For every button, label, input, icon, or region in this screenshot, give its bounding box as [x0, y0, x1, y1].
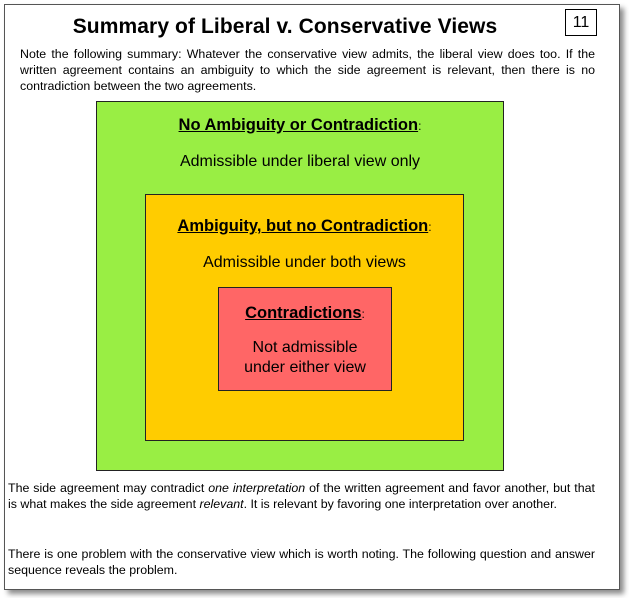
not-admissible-label	[219, 338, 391, 378]
para2-text-3: . It is relevant by favoring one interpretation over another.	[243, 497, 557, 511]
heading-colon: :	[361, 307, 365, 321]
para2-text-1: The side agreement may contradict	[8, 481, 209, 495]
not-admissible-line1: Not admissible	[252, 339, 358, 356]
page-title: Summary of Liberal v. Conservative Views	[72, 15, 498, 38]
both-views-label: Admissible under both views	[203, 254, 406, 271]
not-admissible-line2: under either view	[244, 359, 366, 376]
side-agreement-paragraph	[8, 480, 595, 512]
contradictions-heading	[219, 304, 391, 323]
contradictions-heading-text: Contradictions	[245, 304, 362, 322]
intro-paragraph: Note the following summary: Whatever the conservative view admits, the liberal view does too. If the written agreement contains an ambiguity to which the side agreement is relevant, then there is no contradiction between the two agreements.	[20, 47, 595, 93]
para2-emphasis-2: relevant	[199, 497, 244, 511]
para2-emphasis-1: one interpretation	[208, 481, 306, 495]
problem-paragraph: There is one problem with the conservative view which is worth noting. The following question and answer sequence reveals the problem.	[8, 547, 595, 577]
para2-text-2: of the written agreement and favor another, but that is what makes the side agreement	[8, 481, 595, 511]
document-page	[4, 4, 620, 590]
no-ambiguity-heading-text: No Ambiguity or Contradiction	[178, 116, 419, 134]
ambiguity-heading-text: Ambiguity, but no Contradiction	[177, 217, 429, 235]
no-ambiguity-heading	[97, 116, 503, 135]
ambiguity-heading	[146, 217, 463, 236]
contradictions-box	[218, 287, 392, 391]
heading-colon: :	[418, 119, 422, 133]
heading-colon: :	[428, 220, 432, 234]
page-number-box: 11	[565, 9, 597, 36]
liberal-only-label: Admissible under liberal view only	[179, 153, 421, 170]
